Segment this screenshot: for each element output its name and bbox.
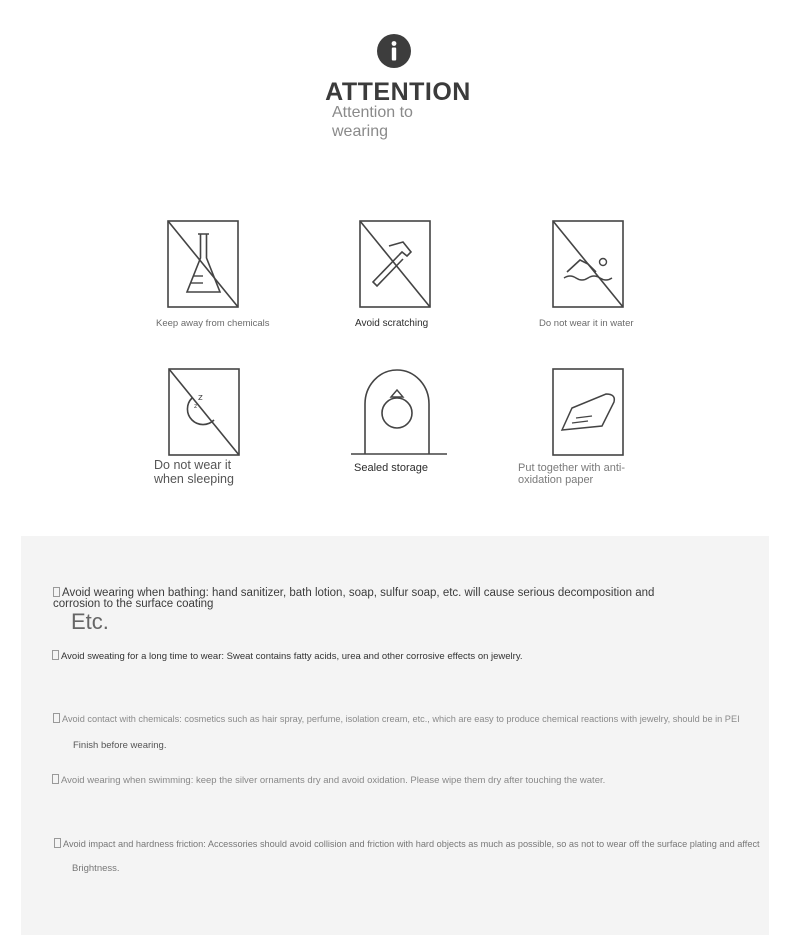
caption-anti-oxidation: Put together with anti-oxidation paper — [518, 462, 626, 486]
note-etc: Etc. — [71, 609, 109, 634]
note-swimming: Avoid wearing when swimming: keep the silver ornaments dry and avoid oxidation. Please wipe them dry after touching the water. — [52, 774, 605, 786]
no-chemicals-icon — [167, 220, 240, 309]
note-impact: Avoid impact and hardness friction: Accessories should avoid collision and friction with hard objects as much as possible, so as not to wear off the surface plating and affect — [54, 838, 760, 849]
caption-scratching: Avoid scratching — [355, 318, 429, 329]
caption-chemicals: Keep away from chemicals — [156, 318, 270, 329]
caption-sleeping: Do not wear it when sleeping — [154, 458, 234, 486]
no-scratching-icon — [359, 220, 432, 309]
note-chemicals: Avoid contact with chemicals: cosmetics such as hair spray, perfume, isolation cream, etc., which are easy to produce chemical reactions with jewelry, should be in PEI — [53, 713, 740, 724]
bullet-icon — [52, 774, 59, 784]
no-sleeping-icon — [168, 368, 241, 457]
bullet-icon — [53, 713, 60, 723]
bullet-icon — [54, 838, 61, 848]
caption-storage: Sealed storage — [354, 462, 428, 474]
page-subtitle: Attention to wearing — [332, 104, 413, 140]
bullet-icon — [52, 650, 59, 660]
note-sweating: Avoid sweating for a long time to wear: Sweat contains fatty acids, urea and other corrosive effects on jewelry. — [52, 650, 523, 662]
anti-oxidation-paper-icon — [552, 368, 625, 457]
caption-water: Do not wear it in water — [539, 318, 634, 329]
svg-text:z: z — [198, 393, 203, 403]
note-bathing-cont: corrosion to the surface coating — [53, 598, 214, 610]
sealed-storage-icon — [351, 368, 448, 458]
no-water-icon — [552, 220, 625, 309]
note-bathing: Avoid wearing when bathing: hand sanitizer, bath lotion, soap, sulfur soap, etc. will cause serious decomposition and — [53, 587, 654, 599]
page-title: ATTENTION — [325, 78, 471, 106]
info-icon — [377, 34, 411, 68]
note-impact-cont: Brightness. — [72, 863, 120, 874]
bullet-icon — [53, 587, 60, 597]
svg-text:z: z — [194, 403, 198, 410]
note-chemicals-cont: Finish before wearing. — [73, 740, 167, 751]
